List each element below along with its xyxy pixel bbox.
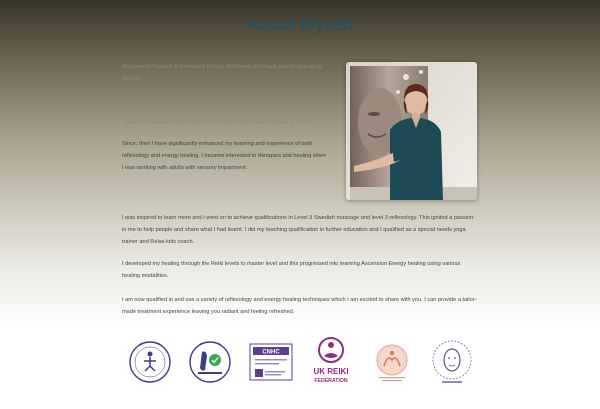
reflexology-approved-badge-logo [186,336,234,388]
yoga-kids-badge-logo [126,336,174,388]
profile-photo [346,62,477,200]
page-title: About Myself [246,15,354,34]
reiki-hands-logo [368,336,416,388]
about-paragraph-6: I am now qualified in and use a variety of reflexology and energy healing techniques which I am excited to share with you. I can provide a tailor-made treatment experience leaving you radiant and feeling refreshed. [122,297,477,316]
intro-paragraph-1: Welcome to Radiant & Refreshed Holistic Wellbeing and thank you for visiting my website. [122,64,323,82]
intro-text [122,62,328,183]
face-reflexology-badge-logo [428,336,476,388]
intro-paragraph-2: My journey to become a fully qualified reflexologist started in 2019 with a course in reflexology. I followed on in 2020 gaining a diploma in Reflexology and a year later I gained my master Reiki practitioner certificate with Valerie Hopper in Louth. [122,96,326,127]
about-paragraph-5: I developed my healing through the Reiki levels to master level and this progressed into learning Ascension Energy healing using various healing modalities. [122,261,461,280]
federation-text: FEDERATION [314,378,348,384]
cnhc-text: CNHC [262,349,280,356]
uk-reiki-federation-logo [307,336,355,388]
accreditation-logos [126,336,476,388]
about-paragraph-4: I was inspired to learn more and I went on to achieve qualifications in Level 3 Swedish massage and level 3 reflexology. This ignited a passion in me to help people and share what I had learnt. I did my teaching qualification in further education and I qualified as a special needs yoga trainer and Relax kids coach. [122,215,474,246]
uk-reiki-text: UK REIKI [313,367,349,376]
intro-paragraph-3: Since, then I have significantly enhanced my learning and experience of both reflexology and energy healing. I became interested in therapies and healing when I was working with adults with sensory impairment. [122,140,327,171]
cnhc-logo [247,336,295,388]
